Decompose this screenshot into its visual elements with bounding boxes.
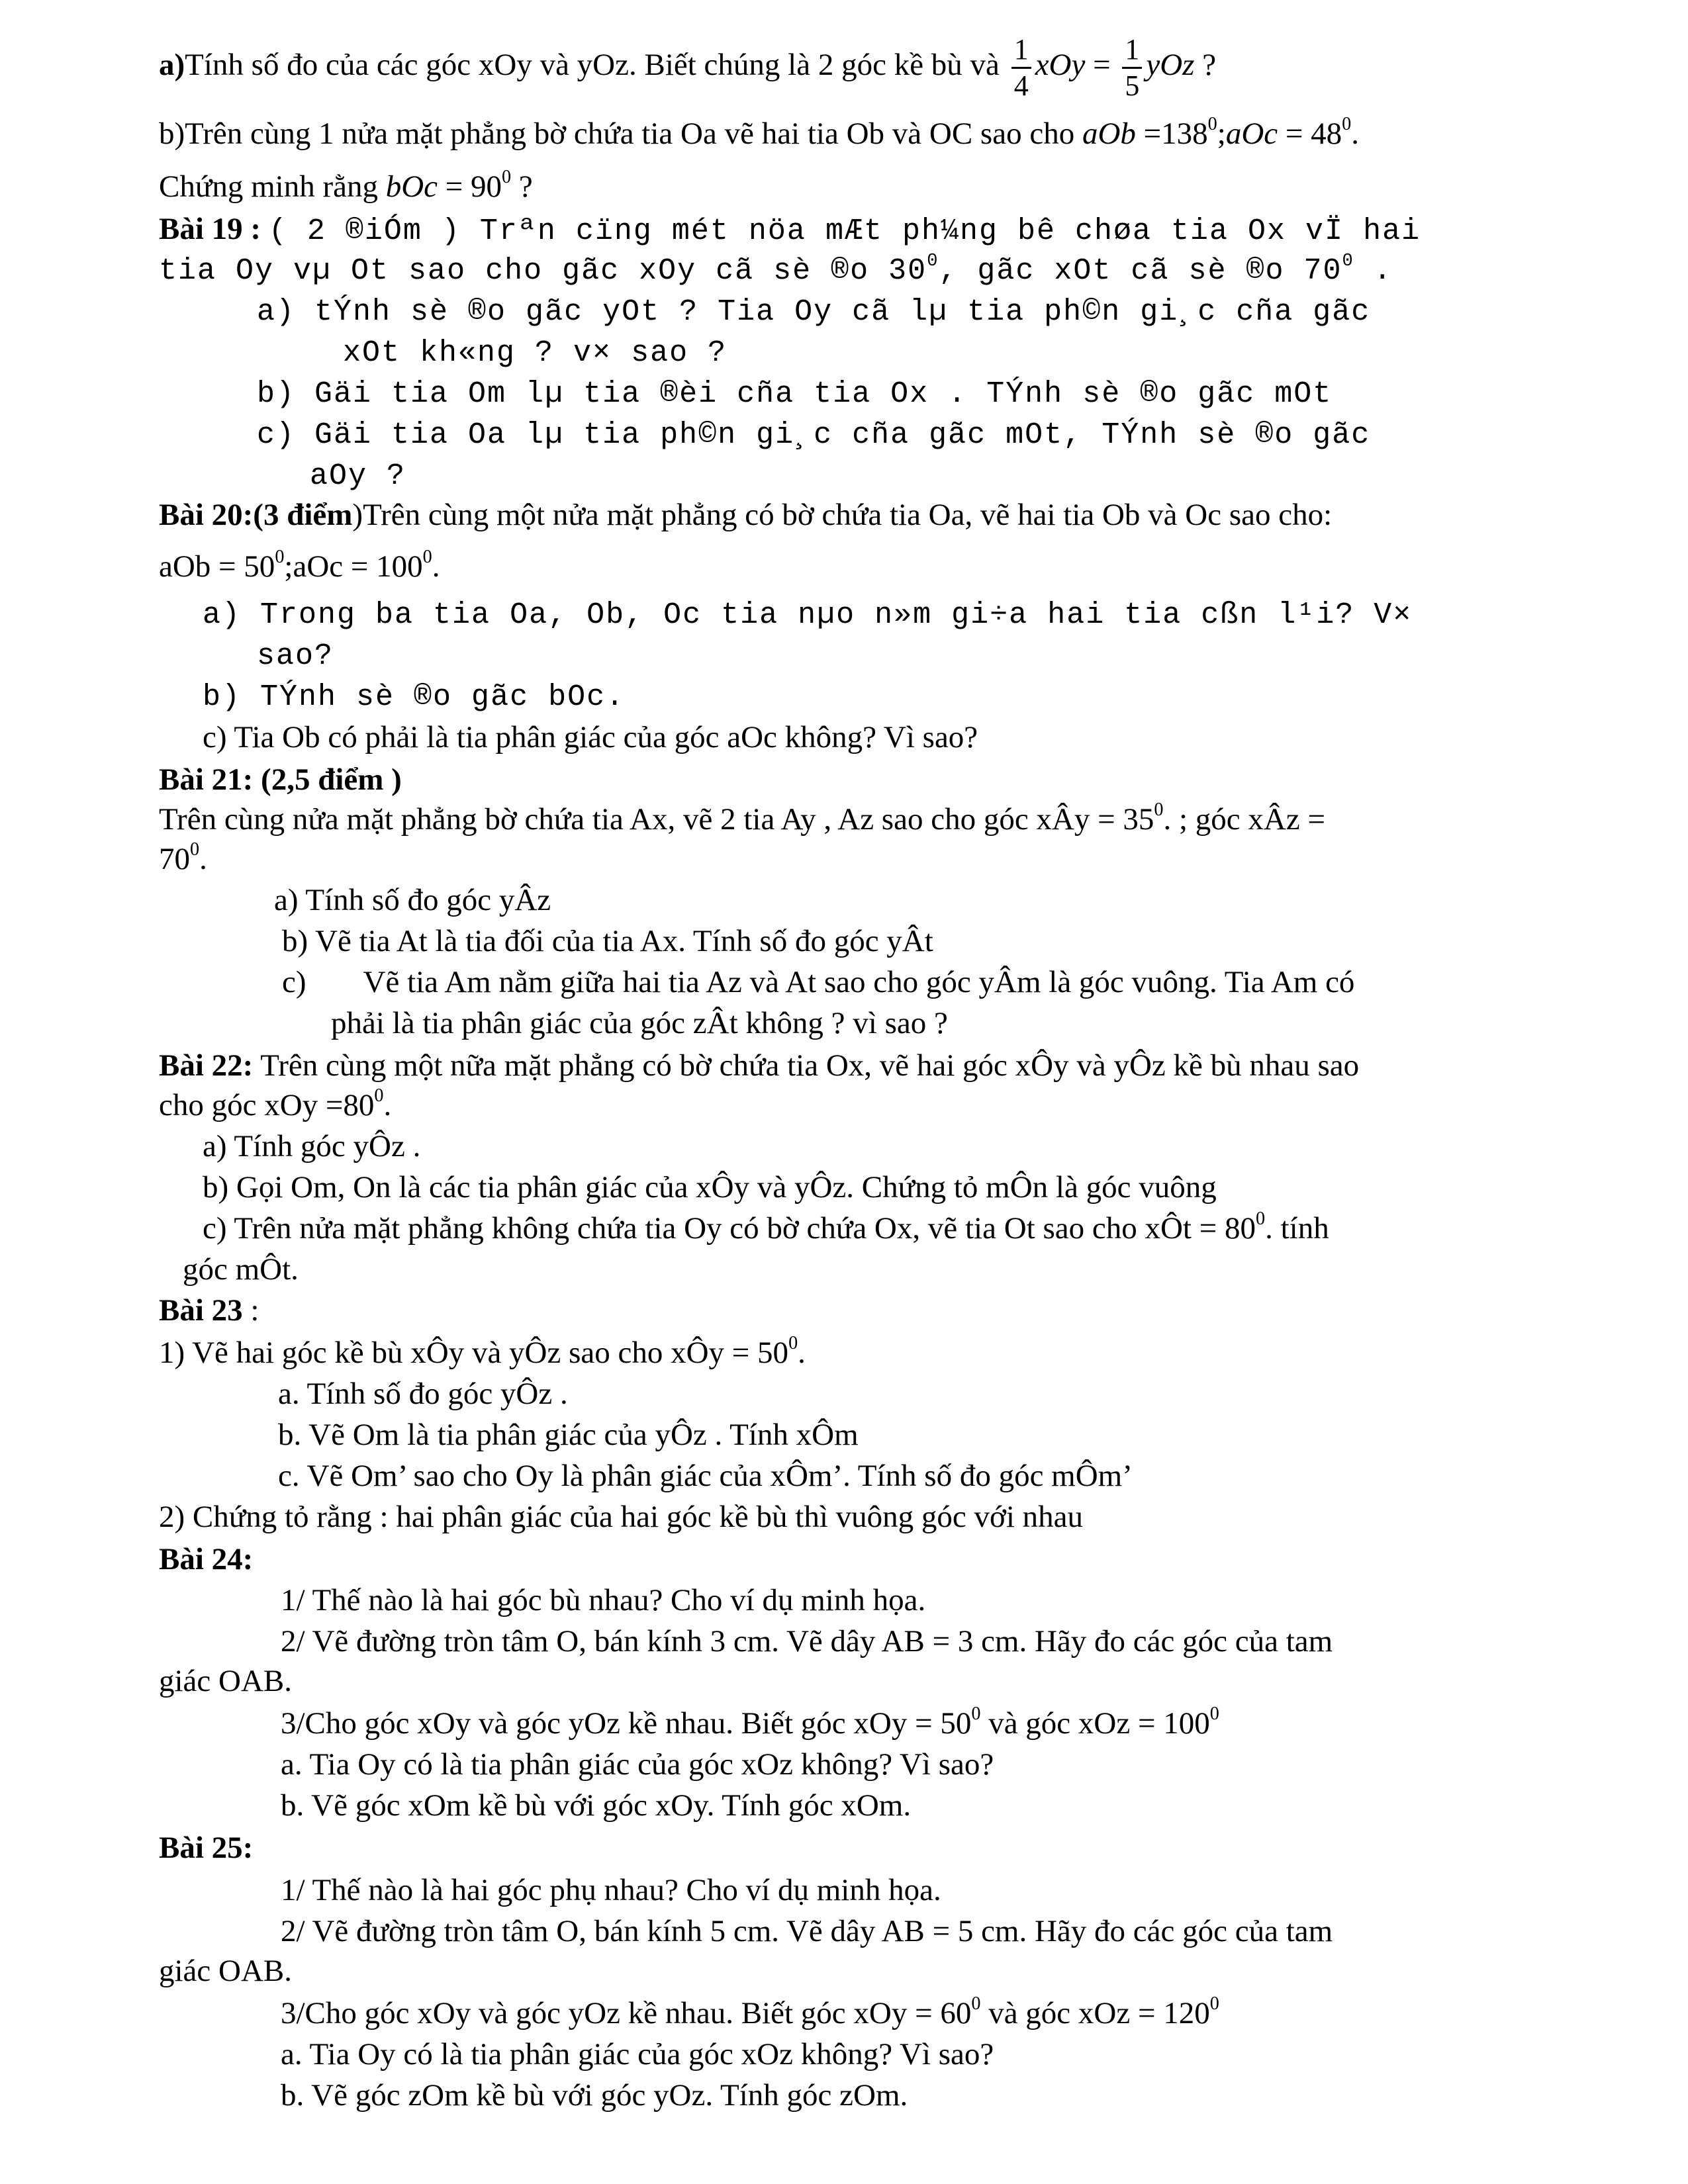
- bai-22-item-c-cont: góc mÔt.: [183, 1252, 299, 1287]
- value: 60: [940, 1996, 972, 2030]
- bai-22-item-b: b) Gọi Om, On là các tia phân giác của xÔy và yÔz. Chứng tỏ mÔn là góc vuông: [203, 1170, 1217, 1205]
- text: .: [383, 1088, 392, 1122]
- exercise-label: Bài 22:: [159, 1048, 254, 1083]
- math-yoz: yOz: [1146, 48, 1195, 82]
- bai-19-item-a-cont: xOt kh«ng ? v× sao ?: [343, 336, 727, 370]
- bai-25-heading: Bài 25:: [159, 1831, 254, 1865]
- bai-21-item-c: [282, 962, 1354, 1002]
- text: ?: [511, 169, 533, 204]
- degree: 0: [374, 1085, 384, 1106]
- bai-24-q3-a: a. Tia Oy có là tia phân giác của góc xOz không? Vì sao?: [281, 1747, 994, 1782]
- bai-19-item-c: c) Gäi tia Oa lµ tia ph©n gi¸c cña gãc mOt, TÝnh sè ®o gãc: [257, 418, 1371, 452]
- degree: 0: [927, 251, 939, 271]
- text: .: [432, 549, 440, 584]
- text: =138: [1135, 116, 1208, 151]
- text: 3/Cho góc xOy và góc yOz kề nhau. Biết góc xOy =: [281, 1996, 941, 2030]
- text: c) Trên nửa mặt phẳng không chứa tia Oy có bờ chứa Ox, vẽ tia Ot sao cho xÔt = 80: [203, 1211, 1256, 1246]
- text: 1) Vẽ hai góc kề bù xÔy và yÔz sao cho xÔy = 50: [159, 1336, 789, 1370]
- degree: 0: [422, 546, 432, 567]
- degree: 0: [1209, 1703, 1219, 1724]
- degree: 0: [971, 1993, 981, 2014]
- exercise-label: Bài 19 :: [159, 212, 269, 246]
- bai-24-q2-cont: giác OAB.: [159, 1664, 293, 1698]
- bai-21-heading: Bài 21: (2,5 điểm ): [159, 762, 402, 797]
- bai-21-text-cont: [159, 839, 207, 879]
- fraction-one-quarter: [1011, 32, 1031, 102]
- bai-25-q1: 1/ Thế nào là hai góc phụ nhau? Cho ví dụ minh họa.: [281, 1873, 941, 1907]
- bai-21-item-c-cont: phải là tia phân giác của góc zÂt không ? vì sao ?: [331, 1006, 948, 1040]
- denominator: 4: [1013, 69, 1029, 102]
- bai-20-heading: [159, 495, 1332, 535]
- bai-20-given: [159, 547, 440, 586]
- degree: 0: [275, 546, 285, 567]
- label-a: a): [159, 48, 185, 82]
- garbled-text: ( 2 ®iÓm ) Trªn cïng mét nöa mÆt ph¼ng bê chøa tia Ox vÏ hai: [268, 214, 1421, 248]
- text: ;aOc = 100: [284, 549, 423, 584]
- text: Tính số đo của các góc xOy và yOz. Biết chúng là 2 góc kề bù và: [185, 48, 1008, 82]
- value: 50: [940, 1706, 972, 1741]
- denominator: 5: [1125, 69, 1140, 102]
- bai-20-item-c: c) Tia Ob có phải là tia phân giác của góc aOc không? Vì sao?: [203, 720, 978, 754]
- text: Trên cùng nửa mặt phẳng bờ chứa tia Ax, vẽ 2 tia Ay , Az sao cho góc xÂy = 35: [159, 802, 1154, 837]
- bai-19-item-c-cont: aOy ?: [310, 459, 406, 493]
- bai-24-q1: 1/ Thế nào là hai góc bù nhau? Cho ví dụ minh họa.: [281, 1583, 926, 1617]
- text: ;: [1217, 116, 1226, 151]
- degree: 0: [1342, 113, 1352, 134]
- bai-25-q3-a: a. Tia Oy có là tia phân giác của góc xOz không? Vì sao?: [281, 2037, 994, 2071]
- text: . tính: [1265, 1211, 1329, 1246]
- degree: 0: [190, 839, 200, 860]
- degree: 0: [1209, 1993, 1219, 2014]
- text: Vẽ tia Am nằm giữa hai tia Az và At sao cho góc yÂm là góc vuông. Tia Am có: [363, 965, 1355, 999]
- text: Trên cùng một nữa mặt phẳng có bờ chứa tia Ox, vẽ hai góc xÔy và yÔz kề bù nhau sao: [253, 1048, 1360, 1083]
- text: ?: [1194, 48, 1217, 82]
- text: = 90: [438, 169, 502, 204]
- bai-20-item-a: a) Trong ba tia Oa, Ob, Oc tia nµo n»m gi÷a hai tia cßn l¹i? V×: [203, 598, 1413, 632]
- bai-20-item-b: b) TÝnh sè ®o gãc bOc.: [203, 680, 626, 714]
- bai-23-part-2: 2) Chứng tỏ rằng : hai phân giác của hai góc kề bù thì vuông góc với nhau: [159, 1500, 1084, 1534]
- degree: 0: [1342, 251, 1354, 271]
- math-aoc: aOc: [1225, 116, 1278, 151]
- bai-22-item-a: a) Tính góc yÔz .: [203, 1129, 421, 1163]
- line-prove: [159, 167, 533, 206]
- bai-19-item-b: b) Gäi tia Om lµ tia ®èi cña tia Ox . TÝnh sè ®o gãc mOt: [257, 377, 1333, 411]
- text: cho góc xOy =80: [159, 1088, 375, 1122]
- text: và góc xOz =: [980, 1706, 1164, 1741]
- bai-25-q3: [281, 1993, 1219, 2033]
- text: . ; góc xÂz =: [1163, 802, 1325, 837]
- equals: =: [1085, 48, 1119, 82]
- text: aOb = 50: [159, 549, 275, 584]
- text: )Trên cùng một nửa mặt phẳng có bờ chứa tia Oa, vẽ hai tia Ob và Oc sao cho:: [352, 498, 1333, 532]
- bai-19-heading: [159, 209, 1421, 251]
- bai-22-item-c: [203, 1208, 1329, 1248]
- bai-25-q2-cont: giác OAB.: [159, 1954, 293, 1988]
- numerator: 1: [1011, 35, 1031, 69]
- text: .: [199, 842, 207, 876]
- math-boc: bOc: [385, 169, 438, 204]
- value: 100: [1163, 1706, 1210, 1741]
- bai-24-q3: [281, 1704, 1219, 1743]
- text: 3/Cho góc xOy và góc yOz kề nhau. Biết góc xOy =: [281, 1706, 941, 1741]
- bai-25-q2: 2/ Vẽ đường tròn tâm O, bán kính 5 cm. Vẽ dây AB = 5 cm. Hãy đo các góc của tam: [281, 1914, 1333, 1948]
- text: Chứng minh rằng: [159, 169, 386, 204]
- degree: 0: [788, 1332, 798, 1353]
- garbled-text: tia Oy vµ Ot sao cho gãc xOy cã sè ®o 30: [159, 254, 927, 288]
- bai-23-heading: [159, 1291, 259, 1330]
- text: .: [1351, 116, 1359, 151]
- bai-19-line-2: [159, 251, 1393, 291]
- bai-22-text-cont: [159, 1085, 391, 1125]
- exercise-label: Bài 23: [159, 1293, 243, 1328]
- garbled-text: , gãc xOt cã sè ®o 70: [939, 254, 1342, 288]
- math-xoy: xOy: [1035, 48, 1086, 82]
- numerator: 1: [1122, 35, 1142, 69]
- bai-24-q2: 2/ Vẽ đường tròn tâm O, bán kính 3 cm. Vẽ dây AB = 3 cm. Hãy đo các góc của tam: [281, 1624, 1333, 1659]
- text: .: [798, 1336, 806, 1370]
- degree: 0: [502, 166, 512, 187]
- degree: 0: [1255, 1208, 1266, 1229]
- bai-19-item-a: a) tÝnh sè ®o gãc yOt ? Tia Oy cã lµ tia ph©n gi¸c cña gãc: [257, 295, 1371, 329]
- bai-22-heading: [159, 1046, 1359, 1085]
- text: = 48: [1278, 116, 1342, 151]
- bai-23-item-a: a. Tính số đo góc yÔz .: [278, 1377, 568, 1411]
- math-aob: aOb: [1082, 116, 1136, 151]
- degree: 0: [1154, 799, 1164, 820]
- bai-25-q3-b: b. Vẽ góc zOm kề bù với góc yOz. Tính góc zOm.: [281, 2078, 908, 2113]
- line-angle-question-a: [159, 32, 1217, 102]
- degree: 0: [971, 1703, 981, 1724]
- bai-21-text: [159, 799, 1325, 839]
- text: b)Trên cùng 1 nửa mặt phẳng bờ chứa tia Oa vẽ hai tia Ob và OC sao cho: [159, 116, 1082, 151]
- garbled-text: .: [1354, 254, 1393, 288]
- item-label: c): [282, 965, 306, 999]
- text: 70: [159, 842, 190, 876]
- text: :: [242, 1293, 259, 1328]
- value: 120: [1163, 1996, 1210, 2030]
- exercise-label: Bài 20:(3 điểm: [159, 498, 353, 532]
- fraction-one-fifth: [1122, 32, 1142, 102]
- line-angle-question-b: [159, 114, 1359, 154]
- bai-21-item-a: a) Tính số đo góc yÂz: [274, 883, 551, 917]
- bai-23-item-c: c. Vẽ Om’ sao cho Oy là phân giác của xÔm’. Tính số đo góc mÔm’: [278, 1459, 1133, 1493]
- bai-24-heading: Bài 24:: [159, 1542, 254, 1576]
- bai-23-item-b: b. Vẽ Om là tia phân giác của yÔz . Tính xÔm: [278, 1418, 859, 1452]
- bai-20-item-a-cont: sao?: [257, 639, 334, 673]
- degree: 0: [1207, 113, 1217, 134]
- bai-23-part-1: [159, 1333, 806, 1373]
- text: và góc xOz =: [980, 1996, 1164, 2030]
- bai-21-item-b: b) Vẽ tia At là tia đối của tia Ax. Tính số đo góc yÂt: [282, 924, 933, 958]
- bai-24-q3-b: b. Vẽ góc xOm kề bù với góc xOy. Tính góc xOm.: [281, 1788, 912, 1823]
